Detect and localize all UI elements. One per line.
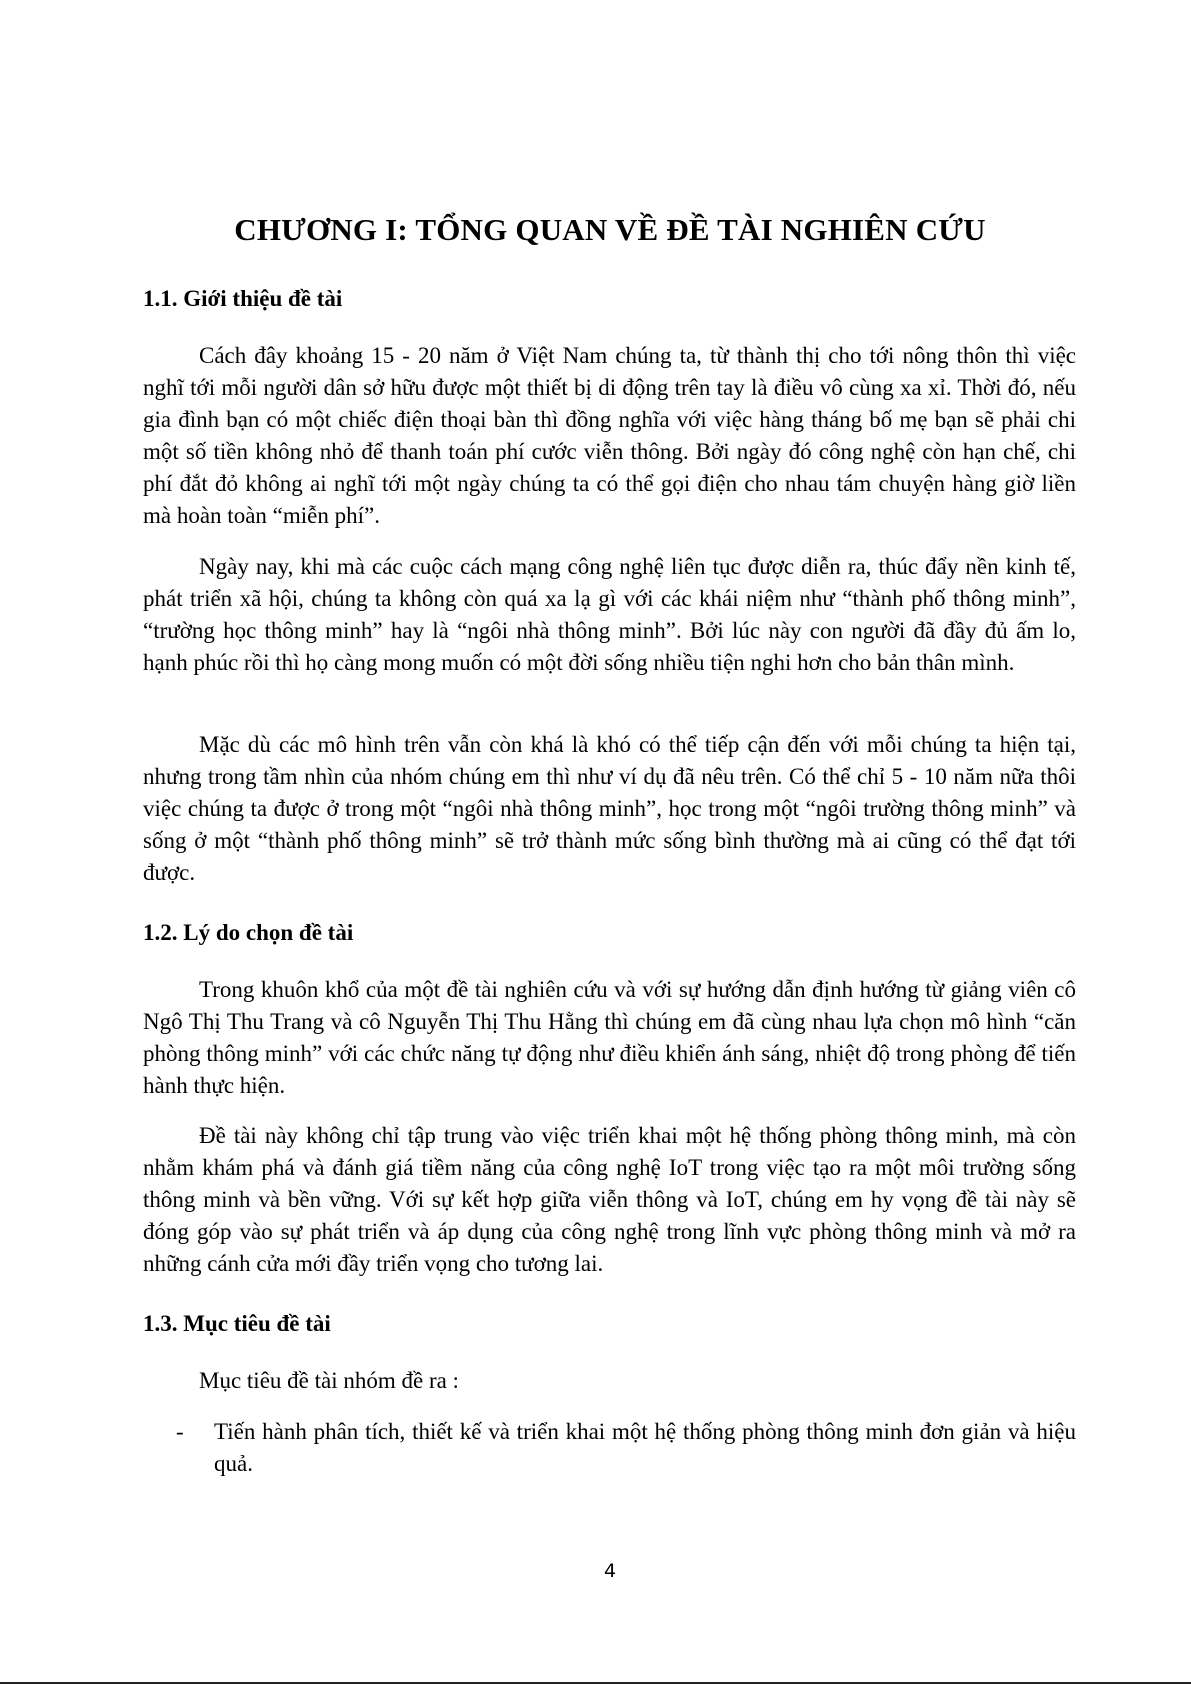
objectives-intro: Mục tiêu đề tài nhóm đề ra :: [199, 1368, 459, 1393]
paragraph-1-2-b: Đề tài này không chỉ tập trung vào việc triển khai một hệ thống phòng thông minh, mà còn nhằm khám phá và đánh giá tiềm năng của công nghệ IoT trong việc tạo ra một môi trường sống thông minh và bền vững. Với sự kết hợp giữa viễn thông và IoT, chúng em hy vọng đề tài này sẽ đóng góp vào sự phát triển và áp dụng của công nghệ trong lĩnh vực phòng thông minh và mở ra những cánh cửa mới đầy triển vọng cho tương lai.: [143, 1123, 1076, 1276]
paragraph-1-1-c: Mặc dù các mô hình trên vẫn còn khá là khó có thể tiếp cận đến với mỗi chúng ta hiện tại, nhưng trong tầm nhìn của nhóm chúng em thì như ví dụ đã nêu trên. Có thể chỉ 5 - 10 năm nữa thôi việc chúng ta được ở trong một “ngôi nhà thông minh”, học trong một “ngôi trường thông minh” và sống ở một “thành phố thông minh” sẽ trở thành mức sống bình thường mà ai cũng có thể đạt tới được.: [143, 732, 1076, 885]
objective-list-item: [176, 1416, 1076, 1480]
paragraph-1-1-b: Ngày nay, khi mà các cuộc cách mạng công nghệ liên tục được diễn ra, thúc đẩy nền kinh tế, phát triển xã hội, chúng ta không còn quá xa lạ gì với các khái niệm như “thành phố thông minh”, “trường học thông minh” hay là “ngôi nhà thông minh”. Bởi lúc này con người đã đầy đủ ấm lo, hạnh phúc rồi thì họ càng mong muốn có một đời sống nhiều tiện nghi hơn cho bản thân mình.: [143, 554, 1076, 675]
objective-text: Tiến hành phân tích, thiết kế và triển khai một hệ thống phòng thông minh đơn giản và hiệu quả.: [214, 1419, 1076, 1476]
section-heading-1-2: 1.2. Lý do chọn đề tài: [143, 920, 354, 945]
page-number: 4: [603, 1560, 617, 1582]
paragraph-1-1-a: Cách đây khoảng 15 - 20 năm ở Việt Nam chúng ta, từ thành thị cho tới nông thôn thì việc nghĩ tới mỗi người dân sở hữu được một thiết bị di động trên tay là điều vô cùng xa xỉ. Thời đó, nếu gia đình bạn có một chiếc điện thoại bàn thì đồng nghĩa với việc hàng tháng bố mẹ bạn sẽ phải chi một số tiền không nhỏ để thanh toán phí cước viễn thông. Bởi ngày đó công nghệ còn hạn chế, chi phí đắt đỏ không ai nghĩ tới một ngày chúng ta có thể gọi điện cho nhau tám chuyện hàng giờ liền mà hoàn toàn “miễn phí”.: [143, 343, 1076, 528]
bottom-divider: [0, 1682, 1191, 1684]
chapter-title: CHƯƠNG I: TỔNG QUAN VỀ ĐỀ TÀI NGHIÊN CỨU: [234, 212, 986, 247]
paragraph-1-2-a: Trong khuôn khổ của một đề tài nghiên cứu và với sự hướng dẫn định hướng từ giảng viên cô Ngô Thị Thu Trang và cô Nguyễn Thị Thu Hằng thì chúng em đã cùng nhau lựa chọn mô hình “căn phòng thông minh” với các chức năng tự động như điều khiển ánh sáng, nhiệt độ trong phòng để tiến hành thực hiện.: [143, 977, 1076, 1098]
section-heading-1-3: 1.3. Mục tiêu đề tài: [143, 1311, 331, 1336]
dash-bullet-icon: -: [176, 1419, 184, 1444]
section-heading-1-1: 1.1. Giới thiệu đề tài: [143, 286, 343, 311]
